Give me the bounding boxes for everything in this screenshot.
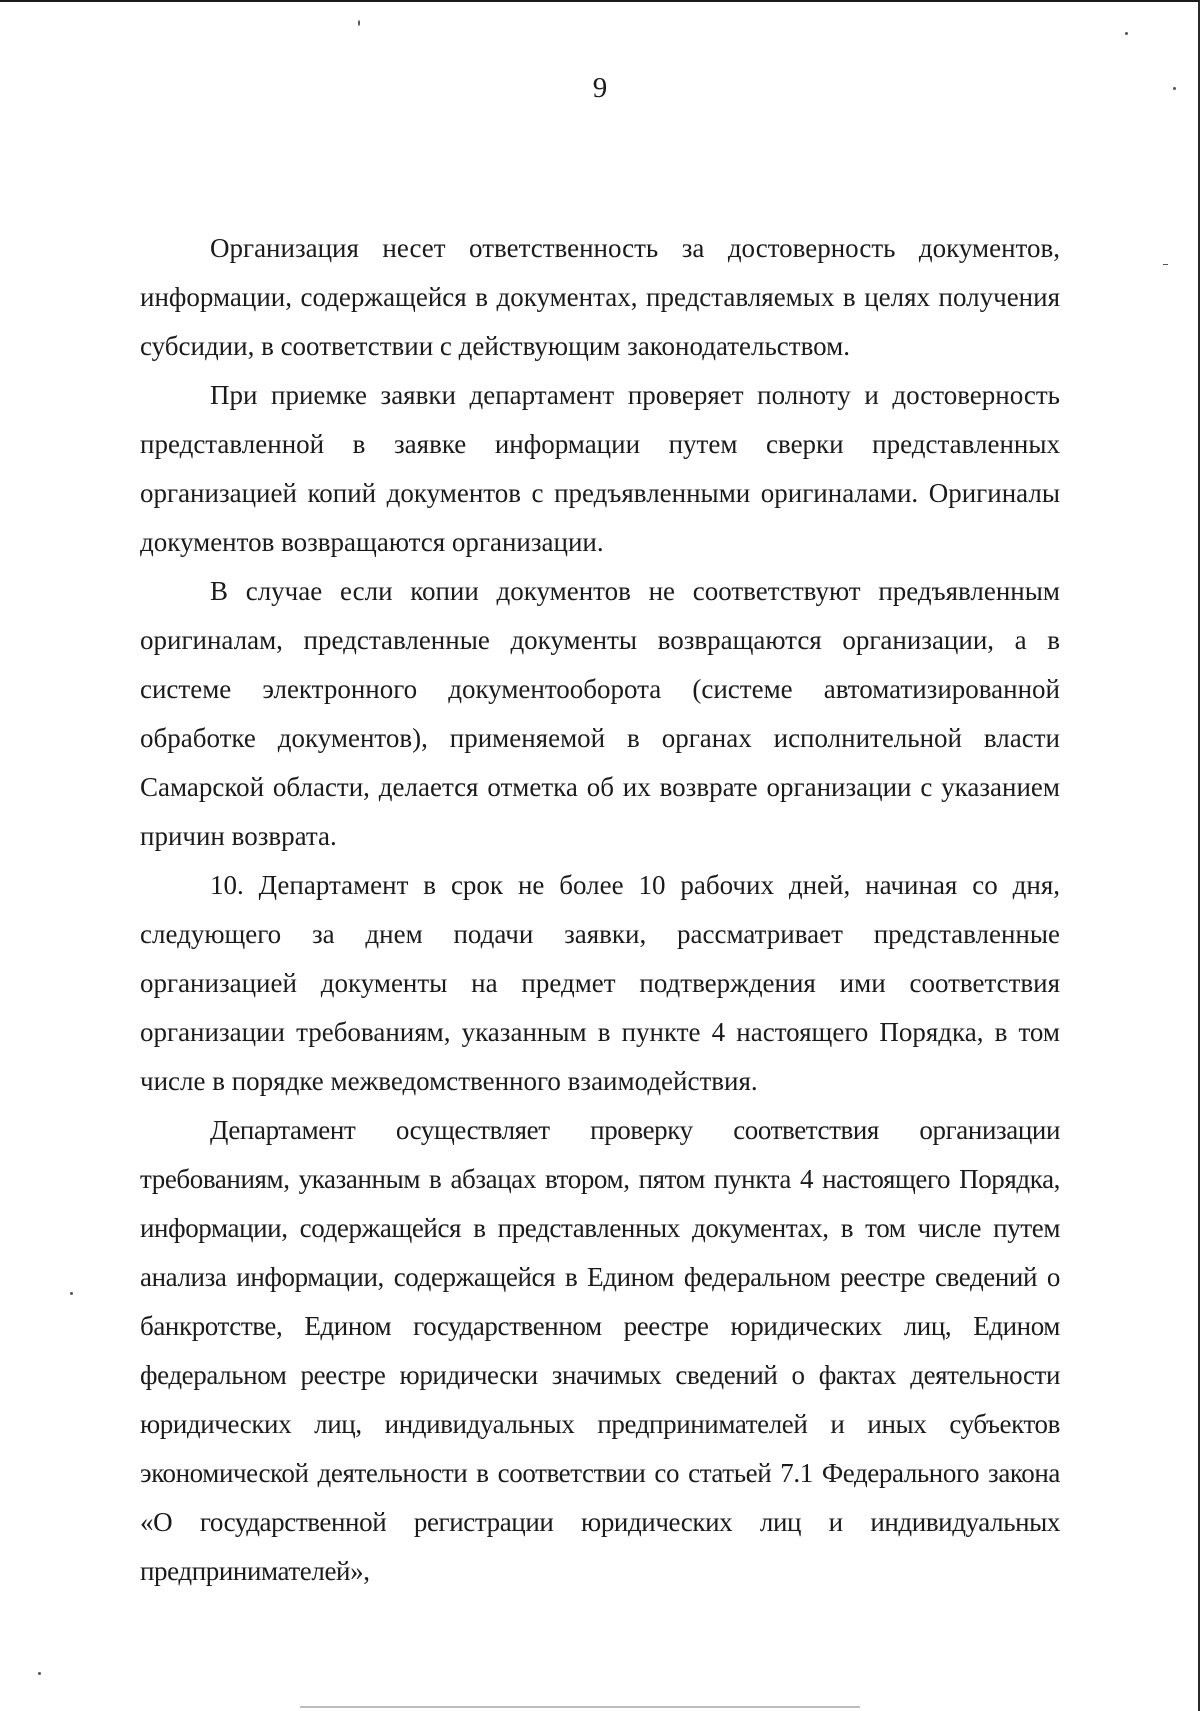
scan-speck <box>358 20 360 26</box>
scan-speck <box>1173 87 1176 90</box>
page-number: 9 <box>592 72 608 104</box>
scan-speck <box>70 1292 73 1295</box>
scan-speck <box>1125 32 1128 35</box>
paragraph-verification: Департамент осуществляет проверку соответствия организации требованиям, указанным в абзацах втором, пятом пункта 4 настоящего Порядка, информации, содержащейся в представленных документах, в том числе путем анализа информации, содержащейся в Едином федеральном реестре сведений о банкротстве, Едином государственном реестре юридических лиц, Едином федеральном реестре юридически значимых сведений о фактах деятельности юридических лиц, индивидуальных предпринимателей и иных субъектов экономической деятельности в соответствии со статьей 7.1 Федерального закона «О государственной регистрации юридических лиц и индивидуальных предпринимателей», <box>140 1115 1060 1586</box>
document-body <box>140 224 1060 1596</box>
paragraph-application-check: При приемке заявки департамент проверяет полноту и достоверность представленной в заявке информации путем сверки представленных организацией копий документов с предъявленными оригиналами. Оригиналы документов возвращаются организации. <box>140 380 1060 557</box>
paragraph-copies-mismatch: В случае если копии документов не соответствуют предъявленным оригиналам, представленные документы возвращаются организации, а в системе электронного документооборота (системе автоматизированной обработке документов), применяемой в органах исполнительной власти Самарской области, делается отметка об их возврате организации с указанием причин возврата. <box>140 576 1060 851</box>
paragraph-item-10: 10. Департамент в срок не более 10 рабочих дней, начиная со дня, следующего за днем подачи заявки, рассматривает представленные организацией документы на предмет подтверждения ими соответствия организации требованиям, указанным в пункте 4 настоящего Порядка, в том числе в порядке межведомственного взаимодействия. <box>140 870 1060 1096</box>
paragraph-responsibility: Организация несет ответственность за достоверность документов, информации, содержащейся в документах, представляемых в целях получения субсидии, в соответствии с действующим законодательством. <box>140 233 1060 361</box>
scan-speck <box>1163 264 1168 265</box>
scan-edge-line <box>300 1706 860 1708</box>
scan-speck <box>38 1672 41 1675</box>
